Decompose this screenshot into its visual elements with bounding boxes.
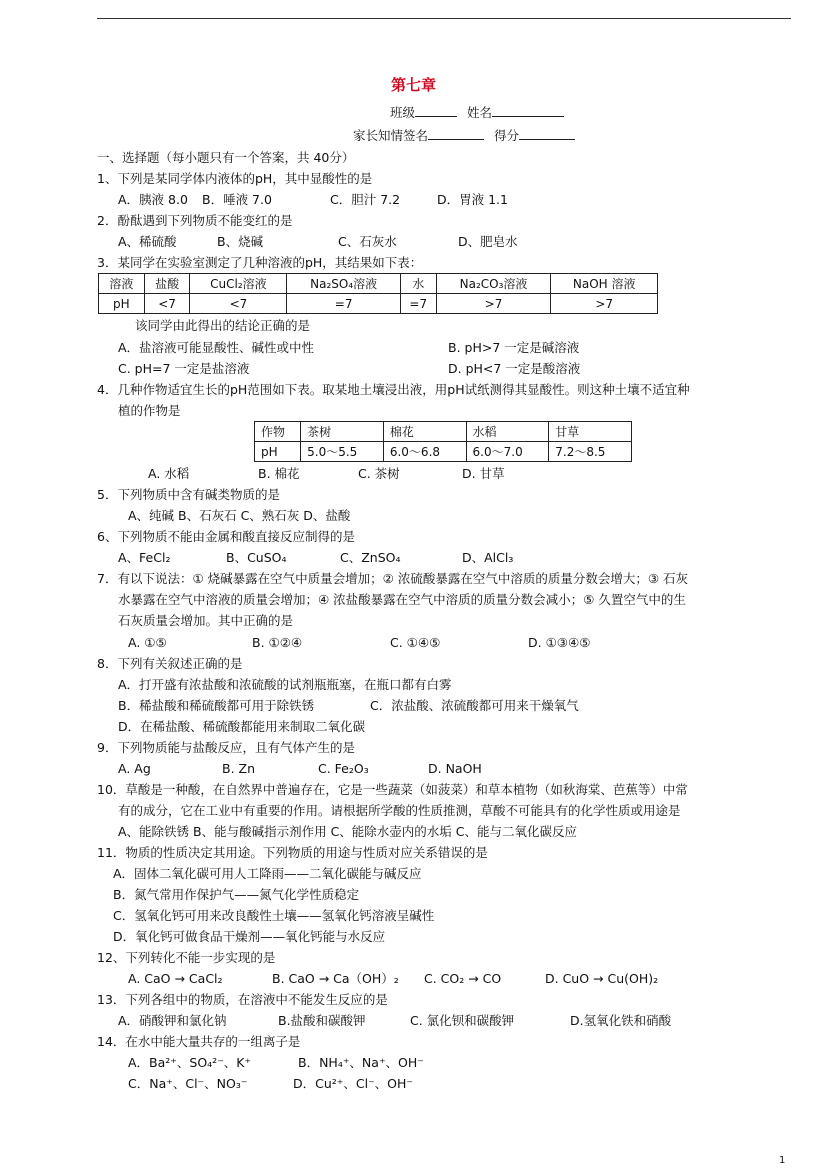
- q6-stem: 6、下列物质不能由金属和酸直接反应制得的是: [97, 529, 355, 544]
- q2-option-a: A、稀硫酸: [118, 234, 177, 249]
- q8-option-d: D．在稀盐酸、稀硫酸都能用来制取二氧化碳: [118, 719, 366, 734]
- q4-option-a: A. 水稻: [148, 466, 190, 481]
- q7-line2: 水暴露在空气中溶液的质量会增加；④ 浓盐酸暴露在空气中溶质的质量分数会减小；⑤ 久置空气中的生: [118, 592, 686, 607]
- page-title: 第七章: [390, 76, 436, 94]
- table-cell: 茶树: [301, 422, 384, 442]
- table-cell: Na₂CO₃溶液: [436, 274, 551, 294]
- table-row: [99, 294, 658, 314]
- q4-crop-table: [254, 421, 632, 462]
- q12-stem: 12、下列转化不能一步实现的是: [97, 950, 276, 965]
- q4-option-c: C. 茶树: [358, 466, 400, 481]
- q1-stem: 1、下列是某同学体内液体的pH，其中显酸性的是: [97, 171, 373, 186]
- table-cell: <7: [144, 294, 190, 314]
- q2-option-b: B、烧碱: [217, 234, 264, 249]
- table-cell: =7: [400, 294, 436, 314]
- q9-stem: 9．下列物质能与盐酸反应，且有气体产生的是: [97, 740, 355, 755]
- section-heading: 一、选择题（每小题只有一个答案，共 40分）: [97, 150, 355, 165]
- name-blank: [492, 104, 564, 117]
- table-cell: 6.0～6.8: [383, 442, 466, 462]
- q4-option-d: D. 甘草: [462, 466, 505, 481]
- table-cell: pH: [255, 442, 301, 462]
- page-number: 1: [779, 1155, 786, 1166]
- q13-stem: 13．下列各组中的物质，在溶液中不能发生反应的是: [97, 992, 388, 1007]
- q12-option-d: D. CuO → Cu(OH)₂: [545, 971, 659, 986]
- q2-stem: 2．酚酞遇到下列物质不能变红的是: [97, 213, 293, 228]
- q12-option-c: C. CO₂ → CO: [424, 971, 502, 986]
- q11-stem: 11．物质的性质决定其用途。下列物质的用途与性质对应关系错误的是: [97, 845, 488, 860]
- table-row: [99, 274, 658, 294]
- table-cell: 棉花: [383, 422, 466, 442]
- q1-option-c: C．胆汁 7.2: [330, 192, 401, 207]
- q14-option-c: C．Na⁺、Cl⁻、NO₃⁻: [128, 1076, 248, 1091]
- table-cell: >7: [551, 294, 658, 314]
- q7-option-a: A. ①⑤: [128, 635, 167, 650]
- class-label: 班级: [390, 105, 416, 120]
- q5-stem: 5．下列物质中含有碱类物质的是: [97, 487, 280, 502]
- q3-note: 该同学由此得出的结论正确的是: [135, 318, 311, 333]
- q13-option-b: B.盐酸和碳酸钾: [278, 1013, 366, 1028]
- q9-option-c: C. Fe₂O₃: [318, 761, 369, 776]
- table-cell: pH: [99, 294, 145, 314]
- q3-ph-table: [98, 273, 658, 314]
- q3-option-b: B. pH>7 一定是碱溶液: [448, 340, 580, 355]
- q9-option-b: B. Zn: [222, 761, 256, 776]
- q6-option-c: C、ZnSO₄: [340, 550, 401, 565]
- q7-option-c: C. ①④⑤: [390, 635, 441, 650]
- q10-line2: 有的成分，它在工业中有重要的作用。请根据所学酸的性质推测，草酸不可能具有的化学性质或用途是: [118, 803, 681, 818]
- q1-option-b: B．唾液 7.0: [202, 192, 272, 207]
- score-blank: [519, 127, 575, 140]
- q10-line1: 10．草酸是一种酸，在自然界中普遍存在，它是一些蔬菜（如菠菜）和草本植物（如秋海棠、芭蕉等）中常: [97, 782, 688, 797]
- q8-stem: 8．下列有关叙述正确的是: [97, 656, 243, 671]
- q2-option-d: D、肥皂水: [458, 234, 518, 249]
- q8-option-c: C．浓盐酸、浓硫酸都可用来干燥氧气: [370, 698, 579, 713]
- q12-option-a: A. CaO → CaCl₂: [128, 971, 223, 986]
- q6-option-a: A、FeCl₂: [118, 550, 171, 565]
- table-cell: Na₂SO₄溶液: [287, 274, 401, 294]
- q7-option-d: D. ①③④⑤: [528, 635, 591, 650]
- q9-option-d: D. NaOH: [428, 761, 482, 776]
- q7-line3: 石灰质量会增加。其中正确的是: [118, 613, 294, 628]
- table-cell: 溶液: [99, 274, 145, 294]
- q14-stem: 14．在水中能大量共存的一组离子是: [97, 1034, 301, 1049]
- q5-options: A、纯碱 B、石灰石 C、熟石灰 D、盐酸: [128, 508, 351, 523]
- q1-option-a: A．胰液 8.0: [118, 192, 188, 207]
- parent-score-line: [353, 127, 575, 144]
- class-name-line: [390, 104, 564, 121]
- table-cell: 水: [400, 274, 436, 294]
- q9-option-a: A. Ag: [118, 761, 151, 776]
- q8-option-a: A．打开盛有浓盐酸和浓硫酸的试剂瓶瓶塞，在瓶口都有白雾: [118, 677, 452, 692]
- q3-stem: 3．某同学在实验室测定了几种溶液的pH，其结果如下表：: [97, 255, 423, 270]
- q13-option-d: D.氢氧化铁和硝酸: [570, 1013, 672, 1028]
- table-cell: CuCl₂溶液: [190, 274, 287, 294]
- q14-option-a: A．Ba²⁺、SO₄²⁻、K⁺: [128, 1055, 252, 1070]
- parent-sign-label: 家长知情签名: [353, 128, 429, 143]
- q2-option-c: C、石灰水: [338, 234, 397, 249]
- q3-option-d: D. pH<7 一定是酸溶液: [448, 361, 581, 376]
- q14-option-b: B．NH₄⁺、Na⁺、OH⁻: [298, 1055, 424, 1070]
- q13-option-a: A．硝酸钾和氯化钠: [118, 1013, 227, 1028]
- q11-option-d: D．氧化钙可做食品干燥剂——氧化钙能与水反应: [113, 929, 386, 944]
- table-cell: 6.0～7.0: [466, 442, 549, 462]
- q11-option-c: C．氢氧化钙可用来改良酸性土壤——氢氧化钙溶液呈碱性: [113, 908, 435, 923]
- class-blank: [415, 104, 457, 117]
- header-rule: [97, 18, 791, 19]
- q4-option-b: B. 棉花: [258, 466, 300, 481]
- q3-option-a: A．盐溶液可能显酸性、碱性或中性: [118, 340, 315, 355]
- q10-options: A、能除铁锈 B、能与酸碱指示剂作用 C、能除水壶内的水垢 C、能与二氧化碳反应: [118, 824, 578, 839]
- q6-option-b: B、CuSO₄: [226, 550, 287, 565]
- q3-option-c: C. pH=7 一定是盐溶液: [118, 361, 250, 376]
- q4-stem-line2: 植的作物是: [118, 403, 181, 418]
- parent-sign-blank: [428, 127, 484, 140]
- table-cell: 甘草: [549, 422, 632, 442]
- table-row: [255, 442, 632, 462]
- score-label: 得分: [494, 128, 520, 143]
- q11-option-b: B．氮气常用作保护气——氮气化学性质稳定: [113, 887, 360, 902]
- q13-option-c: C. 氯化钡和碳酸钾: [410, 1013, 515, 1028]
- table-cell: 盐酸: [144, 274, 190, 294]
- q12-option-b: B. CaO → Ca（OH）₂: [272, 971, 399, 986]
- table-row: [255, 422, 632, 442]
- q11-option-a: A．固体二氧化碳可用人工降雨——二氧化碳能与碱反应: [113, 866, 422, 881]
- q4-stem-line1: 4．几种作物适宜生长的pH范围如下表。取某地土壤浸出液，用pH试纸测得其显酸性。则这种土壤不适宜种: [97, 382, 690, 397]
- table-cell: 作物: [255, 422, 301, 442]
- name-label: 姓名: [467, 105, 493, 120]
- q1-option-d: D．胃液 1.1: [437, 192, 508, 207]
- q7-line1: 7．有以下说法：① 烧碱暴露在空气中质量会增加；② 浓硫酸暴露在空气中溶质的质量分数会增大；③ 石灰: [97, 571, 688, 586]
- table-cell: 5.0～5.5: [301, 442, 384, 462]
- table-cell: NaOH 溶液: [551, 274, 658, 294]
- table-cell: 7.2～8.5: [549, 442, 632, 462]
- table-cell: =7: [287, 294, 401, 314]
- table-cell: >7: [436, 294, 551, 314]
- q7-option-b: B. ①②④: [252, 635, 303, 650]
- q6-option-d: D、AlCl₃: [462, 550, 514, 565]
- table-cell: <7: [190, 294, 287, 314]
- q8-option-b: B．稀盐酸和稀硫酸都可用于除铁锈: [118, 698, 315, 713]
- q14-option-d: D．Cu²⁺、Cl⁻、OH⁻: [293, 1076, 414, 1091]
- table-cell: 水稻: [466, 422, 549, 442]
